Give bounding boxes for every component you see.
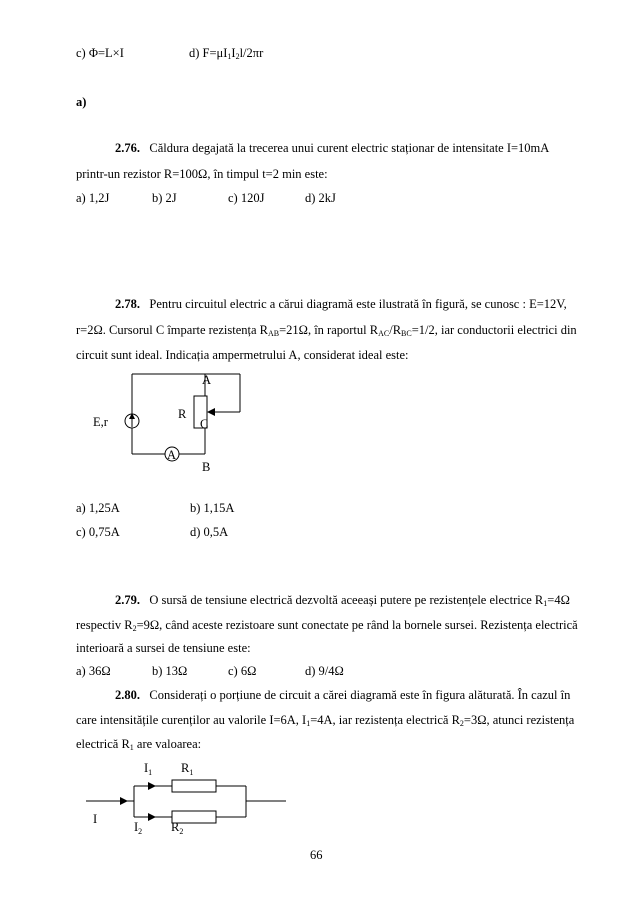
option-d-force-formula: d) $F=\mu I_1I_2l/2\pi r$ — [189, 46, 264, 61]
problem-2-79-option-a: a) 36Ω — [76, 664, 111, 678]
problem-2-76-option-b: b) 2J — [152, 191, 177, 205]
node-a-label: A — [202, 373, 212, 387]
current-i1-label: $I_1$ — [144, 761, 153, 777]
answer-label: a) — [76, 95, 87, 109]
current-i1-arrow — [148, 782, 156, 790]
resistor-r1-label: $R_1$ — [181, 761, 194, 777]
option-c-flux-formula: c) Φ=L×I — [76, 46, 124, 60]
problem-2-80-line1: 2.80. Considerați o porțiune de circuit a cărei diagramă este în figura alăturată. În cazul în — [115, 688, 571, 702]
problem-2-80-line2: care intensitățile curenților au valorile I=6A, $I_1=4A$, iar rezistența electrică $R_2=3\Omega$, atunci rezistența — [76, 713, 575, 728]
resistor-label: R — [178, 407, 187, 421]
problem-2-78-option-a: a) 1,25A — [76, 501, 120, 515]
problem-2-76-option-a: a) 1,2J — [76, 191, 110, 205]
resistor-r1-symbol — [172, 780, 216, 792]
problem-2-79-line2: respectiv $R_2=9\Omega$, când aceste rezistoare sunt conectate pe rând la bornele sursei. Rezistența electrică — [76, 618, 578, 633]
ammeter-label: A — [167, 448, 177, 462]
cursor-c-label: C — [200, 417, 209, 431]
current-i2-label: $I_2$ — [134, 820, 143, 836]
problem-2-79-option-d: d) 9/4Ω — [305, 664, 344, 678]
node-b-label: B — [202, 460, 211, 474]
source-label: E,r — [93, 415, 108, 429]
problem-2-76-option-c: c) 120J — [228, 191, 265, 205]
problem-2-78-option-c: c) 0,75A — [76, 525, 120, 539]
problem-2-79-line3: interioară a sursei de tensiune este: — [76, 641, 251, 655]
current-i-arrow — [120, 797, 128, 805]
page-number: 66 — [310, 848, 323, 862]
problem-2-80-line3: electrică $R_1$ are valoarea: — [76, 737, 202, 752]
problem-2-76-option-d: d) 2kJ — [305, 191, 336, 205]
resistor-r2-label: $R_2$ — [171, 820, 184, 836]
problem-2-79-option-c: c) 6Ω — [228, 664, 257, 678]
problem-2-78-line3: circuit sunt ideal. Indicația ampermetrului A, considerat ideal este: — [76, 348, 409, 362]
current-i-label: I — [93, 812, 98, 826]
current-i2-arrow — [148, 813, 156, 821]
problem-2-76-line2: printr-un rezistor R=100Ω, în timpul t=2 min este: — [76, 167, 328, 181]
problem-2-76-line1: 2.76. Căldura degajată la trecerea unui curent electric staționar de intensitate I=10mA — [115, 141, 550, 155]
problem-2-79-option-b: b) 13Ω — [152, 664, 188, 678]
problem-2-78-line1: 2.78. Pentru circuitul electric a cărui diagramă este ilustrată în figură, se cunosc : E=12V, — [115, 297, 567, 311]
problem-2-79-line1: 2.79. O sursă de tensiune electrică dezvoltă aceeași putere pe rezistențele electrice $R_1=4\Omega$ — [115, 593, 570, 608]
problem-2-78-option-b: b) 1,15A — [190, 501, 235, 515]
problem-2-78-line2: r=2Ω. Cursorul C împarte rezistența $R_{AB}=21\Omega$, în raportul $R_{AC}/R_{BC}=1/2$, iar conductorii electrici din — [76, 323, 577, 338]
problem-2-78-option-d: d) 0,5A — [190, 525, 229, 539]
